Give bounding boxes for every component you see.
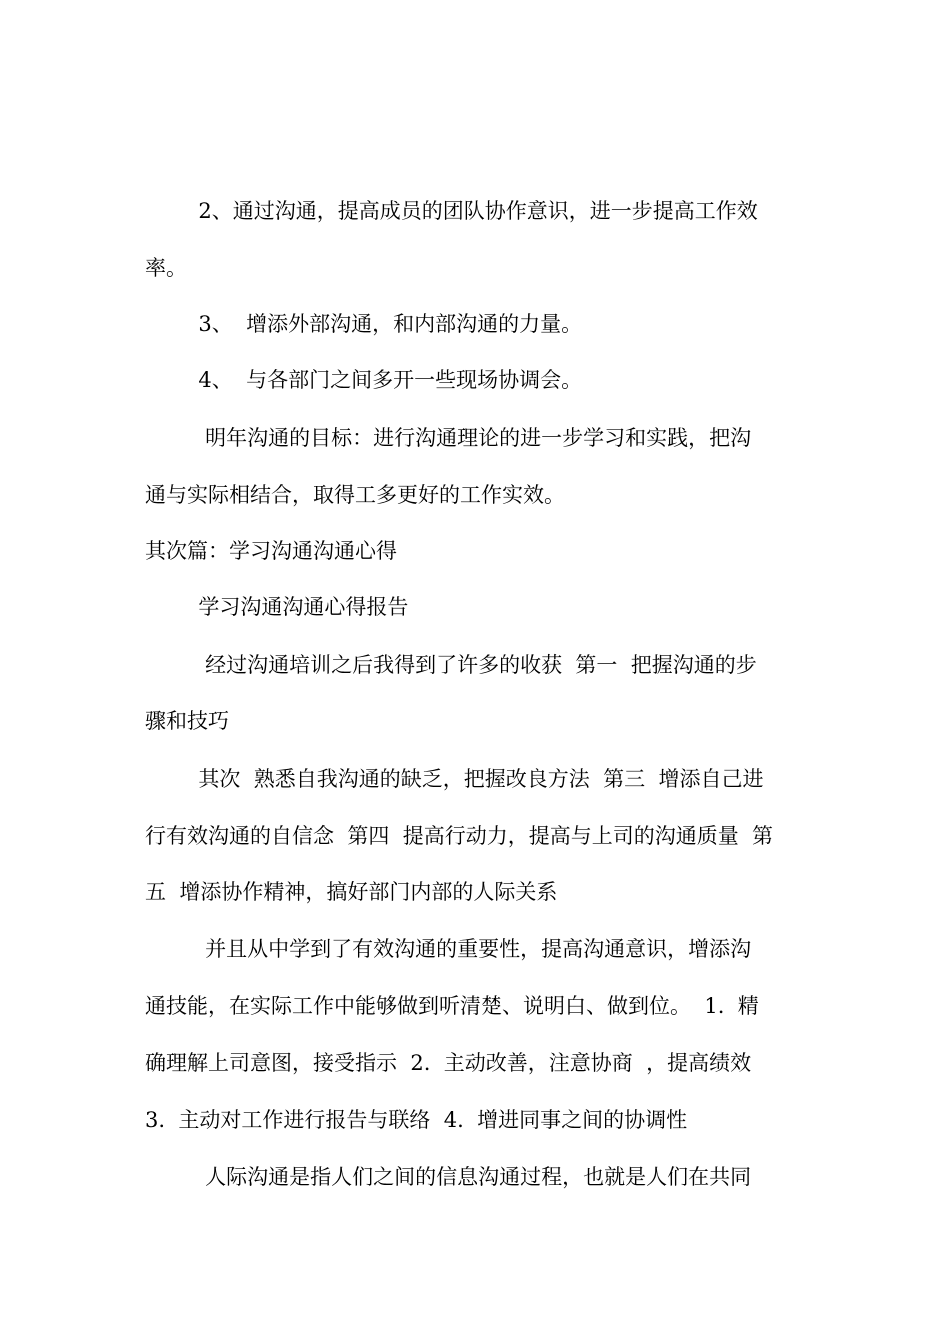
text-line: 并且从中学到了有效沟通的重要性，提高沟通意识，增添沟 (145, 937, 752, 961)
text-line: 3. 主动对工作进行报告与联络 4. 增进同事之间的协调性 (145, 1108, 688, 1132)
text-line: 3、 增添外部沟通，和内部沟通的力量。 (145, 312, 583, 336)
text-line: 人际沟通是指人们之间的信息沟通过程，也就是人们在共同 (145, 1165, 752, 1189)
section-heading: 其次篇：学习沟通沟通心得 (145, 539, 397, 563)
text-line: 五 增添协作精神，搞好部门内部的人际关系 (145, 880, 558, 904)
text-line: 率。 (145, 256, 187, 280)
text-line: 经过沟通培训之后我得到了许多的收获 第一 把握沟通的步 (145, 653, 757, 677)
text-line: 4、 与各部门之间多开一些现场协调会。 (145, 368, 583, 392)
text-line: 明年沟通的目标：进行沟通理论的进一步学习和实践，把沟 (145, 426, 752, 450)
text-line: 2、通过沟通，提高成员的团队协作意识，进一步提高工作效 (145, 199, 758, 223)
text-line: 通技能，在实际工作中能够做到听清楚、说明白、做到位。 1. 精 (145, 994, 759, 1018)
text-line: 确理解上司意图，接受指示 2. 主动改善，注意协商 ，提高绩效 (145, 1051, 752, 1075)
text-line: 其次 熟悉自我沟通的缺乏，把握改良方法 第三 增添自己进 (145, 767, 764, 791)
text-line: 行有效沟通的自信念 第四 提高行动力，提高与上司的沟通质量 第 (145, 824, 774, 848)
report-title: 学习沟通沟通心得报告 (145, 595, 409, 619)
text-line: 骤和技巧 (145, 709, 229, 733)
text-line: 通与实际相结合，取得工多更好的工作实效。 (145, 483, 565, 507)
